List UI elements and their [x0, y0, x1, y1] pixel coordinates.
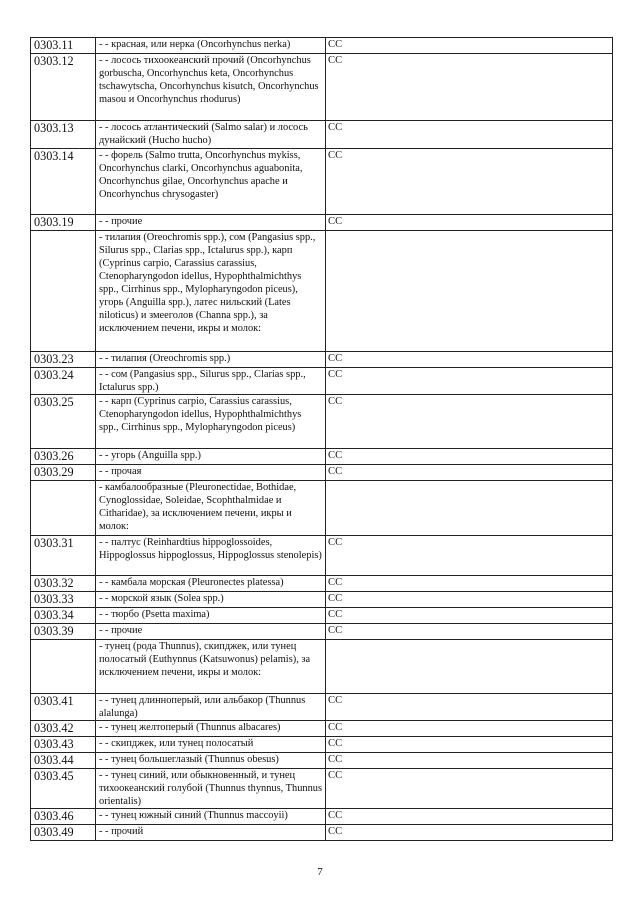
status-cell: [326, 231, 613, 352]
code-cell: 0303.12: [31, 54, 96, 121]
status-cell: CC: [326, 352, 613, 368]
description-cell: - - тюрбо (Psetta maxima): [96, 608, 326, 624]
table-row: [31, 721, 613, 737]
table-row: [31, 737, 613, 753]
table-row: [31, 624, 613, 640]
page-number: 7: [317, 866, 323, 878]
status-cell: CC: [326, 592, 613, 608]
description-cell: - - карп (Cyprinus carpio, Carassius carassius, Ctenopharyngodon idellus, Hypophthalmichthys spp., Cirrhinus spp., Mylopharyngodon piceus): [96, 395, 326, 449]
status-cell: CC: [326, 215, 613, 231]
status-cell: CC: [326, 753, 613, 769]
table-row: [31, 694, 613, 721]
status-cell: CC: [326, 737, 613, 753]
code-cell: 0303.19: [31, 215, 96, 231]
code-cell: 0303.41: [31, 694, 96, 721]
code-cell: 0303.13: [31, 121, 96, 149]
status-cell: CC: [326, 54, 613, 121]
status-cell: CC: [326, 465, 613, 481]
status-cell: CC: [326, 694, 613, 721]
code-cell: 0303.14: [31, 149, 96, 215]
code-cell: 0303.45: [31, 769, 96, 809]
code-cell: 0303.32: [31, 576, 96, 592]
code-cell: 0303.34: [31, 608, 96, 624]
description-cell: - - тилапия (Oreochromis spp.): [96, 352, 326, 368]
table-row: [31, 395, 613, 449]
table-row: [31, 592, 613, 608]
table-row: [31, 825, 613, 841]
tariff-table: [30, 37, 613, 841]
table-row: [31, 640, 613, 694]
description-cell: - - тунец длинноперый, или альбакор (Thunnus alalunga): [96, 694, 326, 721]
table-row: [31, 38, 613, 54]
description-cell: - - угорь (Anguilla spp.): [96, 449, 326, 465]
code-cell: 0303.26: [31, 449, 96, 465]
table-row: [31, 481, 613, 536]
description-cell: - - прочий: [96, 825, 326, 841]
status-cell: CC: [326, 121, 613, 149]
status-cell: CC: [326, 576, 613, 592]
table-row: [31, 54, 613, 121]
description-cell: - - сом (Pangasius spp., Silurus spp., Clarias spp., Ictalurus spp.): [96, 368, 326, 395]
description-cell: - тунец (рода Thunnus), скипджек, или тунец полосатый (Euthynnus (Katsuwonus) pelamis), за исключением печени, икры и молок:: [96, 640, 326, 694]
code-cell: 0303.43: [31, 737, 96, 753]
description-cell: - - тунец желтоперый (Thunnus albacares): [96, 721, 326, 737]
code-cell: [31, 481, 96, 536]
description-cell: - - лосось тихоокеанский прочий (Oncorhynchus gorbuscha, Oncorhynchus keta, Oncorhynchus tschawytscha, Oncorhynchus kisutch, Oncorhynchus masou и Oncorhynchus rhodurus): [96, 54, 326, 121]
description-cell: - - палтус (Reinhardtius hippoglossoides, Hippoglossus hippoglossus, Hippoglossus stenolepis): [96, 536, 326, 576]
description-cell: - - скипджек, или тунец полосатый: [96, 737, 326, 753]
code-cell: 0303.33: [31, 592, 96, 608]
status-cell: [326, 481, 613, 536]
description-cell: - - форель (Salmo trutta, Oncorhynchus mykiss, Oncorhynchus clarki, Oncorhynchus aguabonita, Oncorhynchus gilae, Oncorhynchus apache и Oncorhynchus chrysogaster): [96, 149, 326, 215]
status-cell: CC: [326, 38, 613, 54]
code-cell: [31, 231, 96, 352]
status-cell: [326, 640, 613, 694]
status-cell: CC: [326, 721, 613, 737]
status-cell: CC: [326, 395, 613, 449]
status-cell: CC: [326, 449, 613, 465]
description-cell: - тилапия (Oreochromis spp.), сом (Pangasius spp., Silurus spp., Clarias spp., Ictalurus spp.), карп (Cyprinus carpio, Carassius carassius, Ctenopharyngodon idellus, Hypophthalmichthys spp., Cirrhinus spp., Mylopharyngodon piceus), угорь (Anguilla spp.), латес нильский (Lates niloticus) и змееголов (Channa spp.), за исключением печени, икры и молок:: [96, 231, 326, 352]
description-cell: - - прочие: [96, 624, 326, 640]
table-row: [31, 465, 613, 481]
code-cell: 0303.24: [31, 368, 96, 395]
table-row: [31, 576, 613, 592]
table-row: [31, 769, 613, 809]
table-row: [31, 608, 613, 624]
description-cell: - - морской язык (Solea spp.): [96, 592, 326, 608]
code-cell: [31, 640, 96, 694]
table-row: [31, 121, 613, 149]
code-cell: 0303.46: [31, 809, 96, 825]
code-cell: 0303.29: [31, 465, 96, 481]
description-cell: - - прочие: [96, 215, 326, 231]
status-cell: CC: [326, 608, 613, 624]
table-row: [31, 536, 613, 576]
table-row: [31, 368, 613, 395]
description-cell: - - лосось атлантический (Salmo salar) и лосось дунайский (Hucho hucho): [96, 121, 326, 149]
description-cell: - - тунец южный синий (Thunnus maccoyii): [96, 809, 326, 825]
description-cell: - - прочая: [96, 465, 326, 481]
status-cell: CC: [326, 809, 613, 825]
code-cell: 0303.42: [31, 721, 96, 737]
code-cell: 0303.44: [31, 753, 96, 769]
table-row: [31, 449, 613, 465]
table-row: [31, 753, 613, 769]
status-cell: CC: [326, 368, 613, 395]
description-cell: - камбалообразные (Pleuronectidae, Bothidae, Cynoglossidae, Soleidae, Scophthalmidae и Citharidae), за исключением печени, икры и молок:: [96, 481, 326, 536]
description-cell: - - тунец большеглазый (Thunnus obesus): [96, 753, 326, 769]
status-cell: CC: [326, 149, 613, 215]
code-cell: 0303.31: [31, 536, 96, 576]
code-cell: 0303.25: [31, 395, 96, 449]
table-row: [31, 215, 613, 231]
description-cell: - - красная, или нерка (Oncorhynchus nerka): [96, 38, 326, 54]
table-row: [31, 352, 613, 368]
code-cell: 0303.49: [31, 825, 96, 841]
status-cell: CC: [326, 536, 613, 576]
table-row: [31, 809, 613, 825]
status-cell: CC: [326, 624, 613, 640]
description-cell: - - камбала морская (Pleuronectes platessa): [96, 576, 326, 592]
description-cell: - - тунец синий, или обыкновенный, и тунец тихоокеанский голубой (Thunnus thynnus, Thunnus orientalis): [96, 769, 326, 809]
code-cell: 0303.23: [31, 352, 96, 368]
table-row: [31, 231, 613, 352]
status-cell: CC: [326, 825, 613, 841]
code-cell: 0303.11: [31, 38, 96, 54]
code-cell: 0303.39: [31, 624, 96, 640]
status-cell: CC: [326, 769, 613, 809]
table-row: [31, 149, 613, 215]
